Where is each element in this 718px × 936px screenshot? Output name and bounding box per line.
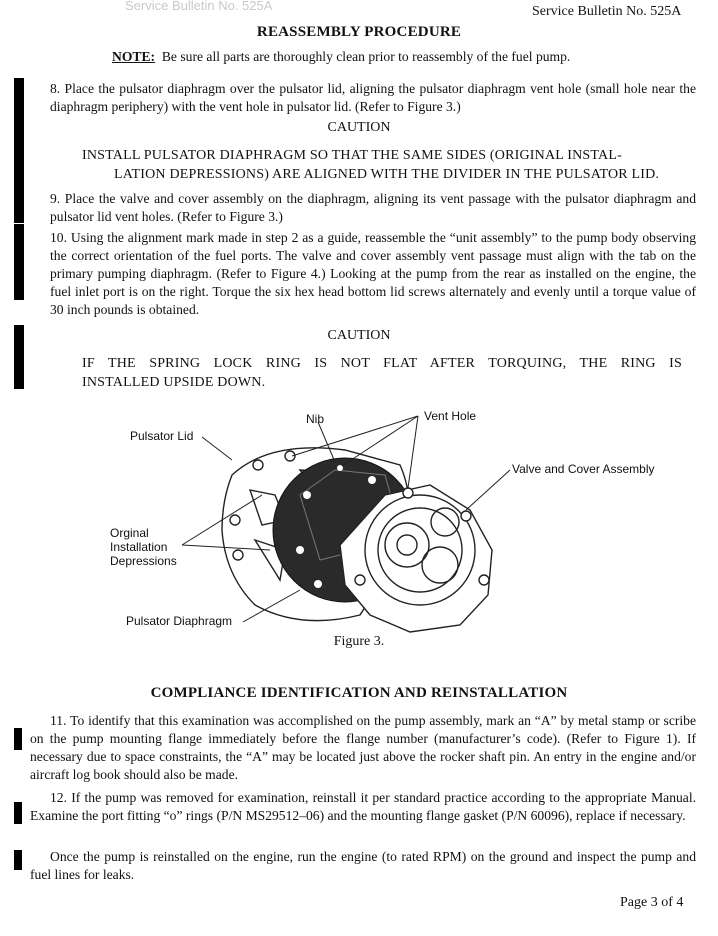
step-9: 9. Place the valve and cover assembly on the diaphragm, aligning its vent passage with the pulsator diaphragm and pulsator lid vent holes. (Refer to Figure 3.): [50, 191, 696, 224]
label-nib: Nib: [306, 412, 325, 426]
figure-3-diagram: [0, 400, 718, 660]
note-label: NOTE:: [112, 49, 156, 64]
step-12: 12. If the pump was removed for examination, reinstall it per standard practice according to the appropriate Manual. Examine the port fitting “o” rings (P/N MS29512–06) and the mounting flange gasket (P/N 60096), replace if necessary.: [30, 790, 696, 823]
caution-2-text: [82, 354, 682, 392]
final-instruction: Once the pump is reinstalled on the engine, run the engine (to rated RPM) on the ground and inspect the pump and fuel lines for leaks.: [30, 849, 696, 882]
caution-2-line-2: INSTALLED UPSIDE DOWN.: [82, 375, 266, 390]
label-pulsator-lid: Pulsator Lid: [130, 429, 194, 443]
label-valve-cover-assembly: Valve and Cover Assembly: [512, 462, 655, 476]
note: [112, 48, 712, 66]
compliance-heading: COMPLIANCE IDENTIFICATION AND REINSTALLATION: [150, 685, 568, 701]
bleed-through-header: Service Bulletin No. 525A: [125, 0, 273, 13]
step-11: 11. To identify that this examination was accomplished on the pump assembly, mark an “A” by metal stamp or scribe on the pump mounting flange immediately before the flange number (manufacturer’s code). (Refer to Figure 1). If necessary due to space constraints, the “A” may be located just above the rocker shaft pin. An entry in the engine and/or aircraft log book should also be made.: [30, 713, 696, 782]
figure-caption: Figure 3.: [333, 634, 385, 649]
caution-1-line-1: INSTALL PULSATOR DIAPHRAGM SO THAT THE SAME SIDES (ORIGINAL INSTAL-: [82, 148, 622, 163]
step-10: 10. Using the alignment mark made in step 2 as a guide, reassemble the “unit assembly” to the pump body observing the correct orientation of the fuel ports. The valve and cover assembly vent passage must align with the tab on the primary pumping diaphragm. (Refer to Figure 4.) Looking at the pump from the rear as installed on the engine, the fuel inlet port is on the right. Torque the six hex head bottom lid screws alternately and evenly until a torque value of 30 inch pounds is obtained.: [50, 230, 696, 317]
change-bar: [14, 802, 22, 824]
page-number: Page 3 of 4: [620, 895, 684, 910]
caution-1-line-2: LATION DEPRESSIONS) ARE ALIGNED WITH THE DIVIDER IN THE PULSATOR LID.: [114, 167, 660, 182]
change-bar: [14, 850, 22, 870]
caution-2-line-1: IF THE SPRING LOCK RING IS NOT FLAT AFTER TORQUING, THE RING IS: [82, 356, 682, 371]
label-orig-line-1: Orginal: [110, 526, 149, 540]
caution-title: CAUTION: [327, 120, 391, 135]
label-vent-hole: Vent Hole: [424, 409, 477, 423]
reassembly-heading: REASSEMBLY PROCEDURE: [256, 24, 462, 40]
label-original-depressions: [110, 526, 177, 568]
bulletin-number: Service Bulletin No. 525A: [532, 4, 682, 19]
caution-title: CAUTION: [327, 328, 391, 343]
change-bar: [14, 78, 24, 223]
note-text: Be sure all parts are thoroughly clean prior to reassembly of the fuel pump.: [161, 49, 571, 64]
change-bar: [14, 224, 24, 300]
label-orig-line-3: Depressions: [110, 554, 177, 568]
change-bar: [14, 728, 22, 750]
label-pulsator-diaphragm: Pulsator Diaphragm: [126, 614, 233, 628]
step-8: 8. Place the pulsator diaphragm over the pulsator lid, aligning the pulsator diaphragm vent hole (small hole near the diaphragm periphery) with the vent hole in pulsator lid. (Refer to Figure 3.): [50, 81, 696, 114]
label-orig-line-2: Installation: [110, 540, 168, 554]
caution-1-text: [82, 146, 702, 184]
